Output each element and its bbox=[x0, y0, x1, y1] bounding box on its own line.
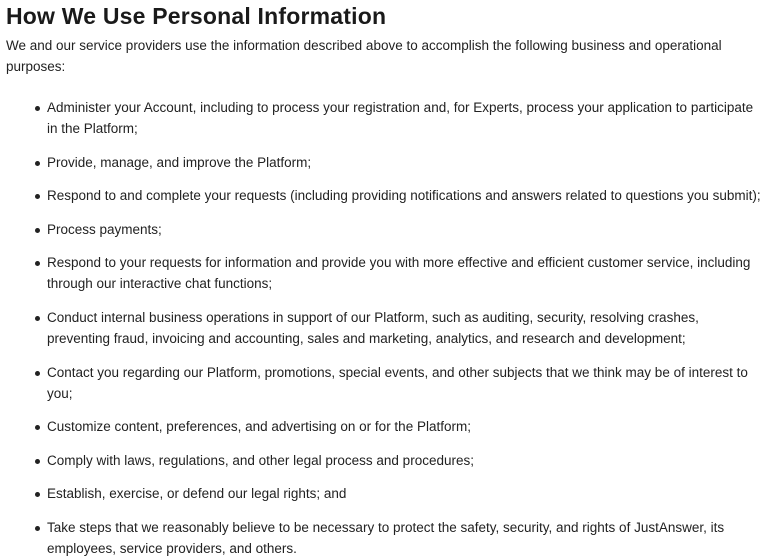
purposes-list bbox=[6, 97, 762, 559]
list-item: Administer your Account, including to process your registration and, for Experts, process your application to participate in the Platform; bbox=[6, 97, 765, 139]
list-item: Process payments; bbox=[6, 219, 765, 240]
list-item: Comply with laws, regulations, and other legal process and procedures; bbox=[6, 450, 765, 471]
section-heading: How We Use Personal Information bbox=[6, 3, 387, 29]
list-item: Provide, manage, and improve the Platform; bbox=[6, 152, 765, 173]
intro-paragraph: We and our service providers use the information described above to accomplish the following business and operational purposes: bbox=[6, 38, 722, 74]
list-item: Conduct internal business operations in support of our Platform, such as auditing, security, resolving crashes, preventing fraud, invoicing and accounting, sales and marketing, analytics, and research and development; bbox=[6, 307, 765, 349]
list-item: Respond to your requests for information and provide you with more effective and efficient customer service, including through our interactive chat functions; bbox=[6, 252, 765, 294]
list-item: Respond to and complete your requests (including providing notifications and answers related to questions you submit); bbox=[6, 185, 768, 206]
list-item: Customize content, preferences, and advertising on or for the Platform; bbox=[6, 416, 765, 437]
list-item: Contact you regarding our Platform, promotions, special events, and other subjects that we think may be of interest to you; bbox=[6, 362, 765, 404]
list-item: Take steps that we reasonably believe to be necessary to protect the safety, security, and rights of JustAnswer, its employees, service providers, and others. bbox=[6, 517, 765, 559]
list-item: Establish, exercise, or defend our legal rights; and bbox=[6, 483, 765, 504]
